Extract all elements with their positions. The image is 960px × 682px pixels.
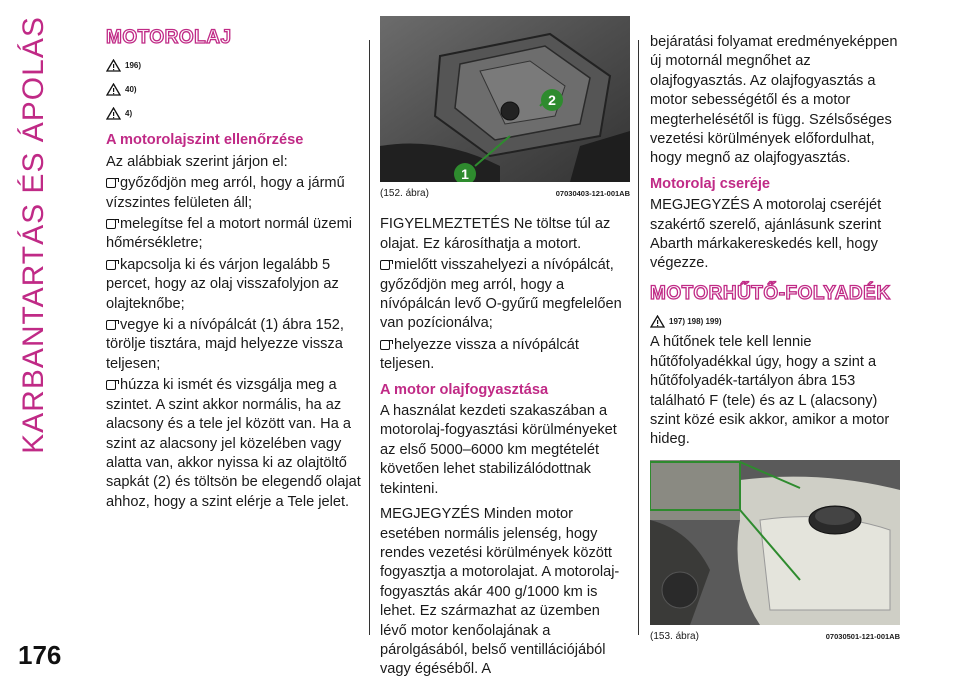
bullet-icon — [106, 380, 116, 390]
section-heading-motorolaj: MOTOROLAJ — [106, 27, 232, 48]
paragraph: A használat kezdeti szakaszában a motorolaj-fogyasztási körülményeket az első 5000–6000 km megtételét követően lehet stabilizálódottnak tekinteni. — [380, 403, 617, 497]
figure-number: (152. ábra) — [380, 188, 429, 199]
bullet-icon — [106, 219, 116, 229]
bullet-icon — [380, 340, 390, 350]
engine-photo — [380, 16, 630, 182]
step-item: győződjön meg arról, hogy a jármű vízszintes felületen áll; — [106, 175, 345, 211]
subheading-oil-consumption: A motor olajfogyasztása — [380, 381, 549, 398]
warning-ref: 196) — [106, 53, 364, 77]
section-heading-coolant: MOTORHŰTŐ-FOLYADÉK — [650, 282, 891, 304]
warning-triangle-icon — [106, 83, 121, 96]
warning-triangle-icon — [106, 59, 121, 72]
figure-caption — [650, 627, 900, 646]
warning-ref: 197) 198) 199) — [650, 309, 900, 333]
figure-code: 07030403-121-001AB — [555, 189, 630, 198]
intro-text: Az alábbiak szerint járjon el: — [106, 153, 288, 170]
marker-2-label: 2 — [548, 92, 556, 108]
bullet-icon — [106, 320, 116, 330]
step-item: kapcsolja ki és várjon legalább 5 percet, hogy az olaj visszafolyjon az olajteknőbe; — [106, 256, 339, 312]
coolant-photo — [650, 460, 900, 625]
column-3 — [650, 33, 900, 646]
step-item: melegítse fel a motort normál üzemi hőmérsékletre; — [106, 216, 352, 252]
step-item: vegye ki a nívópálcát (1) ábra 152, törölje tisztára, majd helyezze vissza teljesen; — [106, 317, 344, 372]
figure-152-engine-bay — [380, 16, 630, 182]
column-2 — [380, 8, 630, 682]
step-item: húzza ki ismét és vizsgálja meg a szintet. A szint akkor normális, ha az alacsony és a tele jel között van. Ha a szint az alacsony jel közelében vagy alatta van, akkor nyissa ki az olajtöltő sapkát (2) és töltsön be elegendő olajat ahhoz, hogy a szint elérje a Tele jelet. — [106, 377, 361, 510]
warning-ref: 40) — [106, 77, 364, 101]
paragraph: A hűtőnek tele kell lennie hűtőfolyadékkal úgy, hogy a szint a hűtőfolyadék-tartályon ábra 153 található F (tele) és az L (alacsony) szint közé esik akkor, amikor a motor hideg. — [650, 334, 890, 448]
figure-number: (153. ábra) — [650, 630, 699, 642]
step-item: mielőtt visszahelyezi a nívópálcát, győződjön meg arról, hogy a nívópálcán levő O-gyűrű megfelelően van pozícionálva; — [380, 257, 622, 332]
figure-code: 07030501-121-001AB — [825, 631, 900, 641]
chapter-side-title: KARBANTARTÁS ÉS ÁPOLÁS — [17, 16, 51, 454]
subheading-oil-change: Motorolaj cseréje — [650, 175, 771, 192]
column-1 — [106, 28, 364, 514]
subheading-oil-level: A motorolajszint ellenőrzése — [106, 132, 304, 149]
warning-triangle-icon — [650, 315, 665, 328]
marker-1-label: 1 — [461, 166, 469, 182]
bullet-icon — [380, 260, 390, 270]
column-divider — [638, 40, 639, 635]
figure-153-coolant-tank — [650, 460, 900, 625]
bullet-icon — [106, 260, 116, 270]
paragraph: bejáratási folyamat eredményeképpen új motornál megnőhet az olajfogyasztás. Az olajfogyasztás a motor sebességétől és a motor megterhelésétől is függ. Szélsőséges vezetési körülmények előfordulhat, hogy megnő az olajfogyasztás. — [650, 34, 898, 167]
page-number: 176 — [18, 640, 62, 670]
step-item: helyezze vissza a nívópálcát teljesen. — [380, 336, 579, 373]
column-divider — [369, 40, 370, 635]
paragraph: MEGJEGYZÉS Minden motor esetében normális jelenség, hogy rendes vezetési körülmények között fogyasztja a motorolajat. A motorolaj-fogyasztás akár 400 g/1000 km is lehet. Ez származhat az üzemben lévő motor kenőolajának a párolgásából, belső ventillációjából vagy égéséből. A — [380, 506, 620, 678]
figure-caption — [380, 184, 630, 203]
warning-triangle-icon — [106, 107, 121, 120]
bullet-icon — [106, 178, 116, 188]
note-text: MEGJEGYZÉS A motorolaj cseréjét szakértő szerelő, ajánlásunk szerint Abarth márkakereskedés kell, hogy végezze. — [650, 197, 882, 272]
warning-text: FIGYELMEZTETÉS Ne töltse túl az olajat. Ez károsíthatja a motort. — [380, 216, 611, 252]
warning-ref: 4) — [106, 101, 364, 125]
